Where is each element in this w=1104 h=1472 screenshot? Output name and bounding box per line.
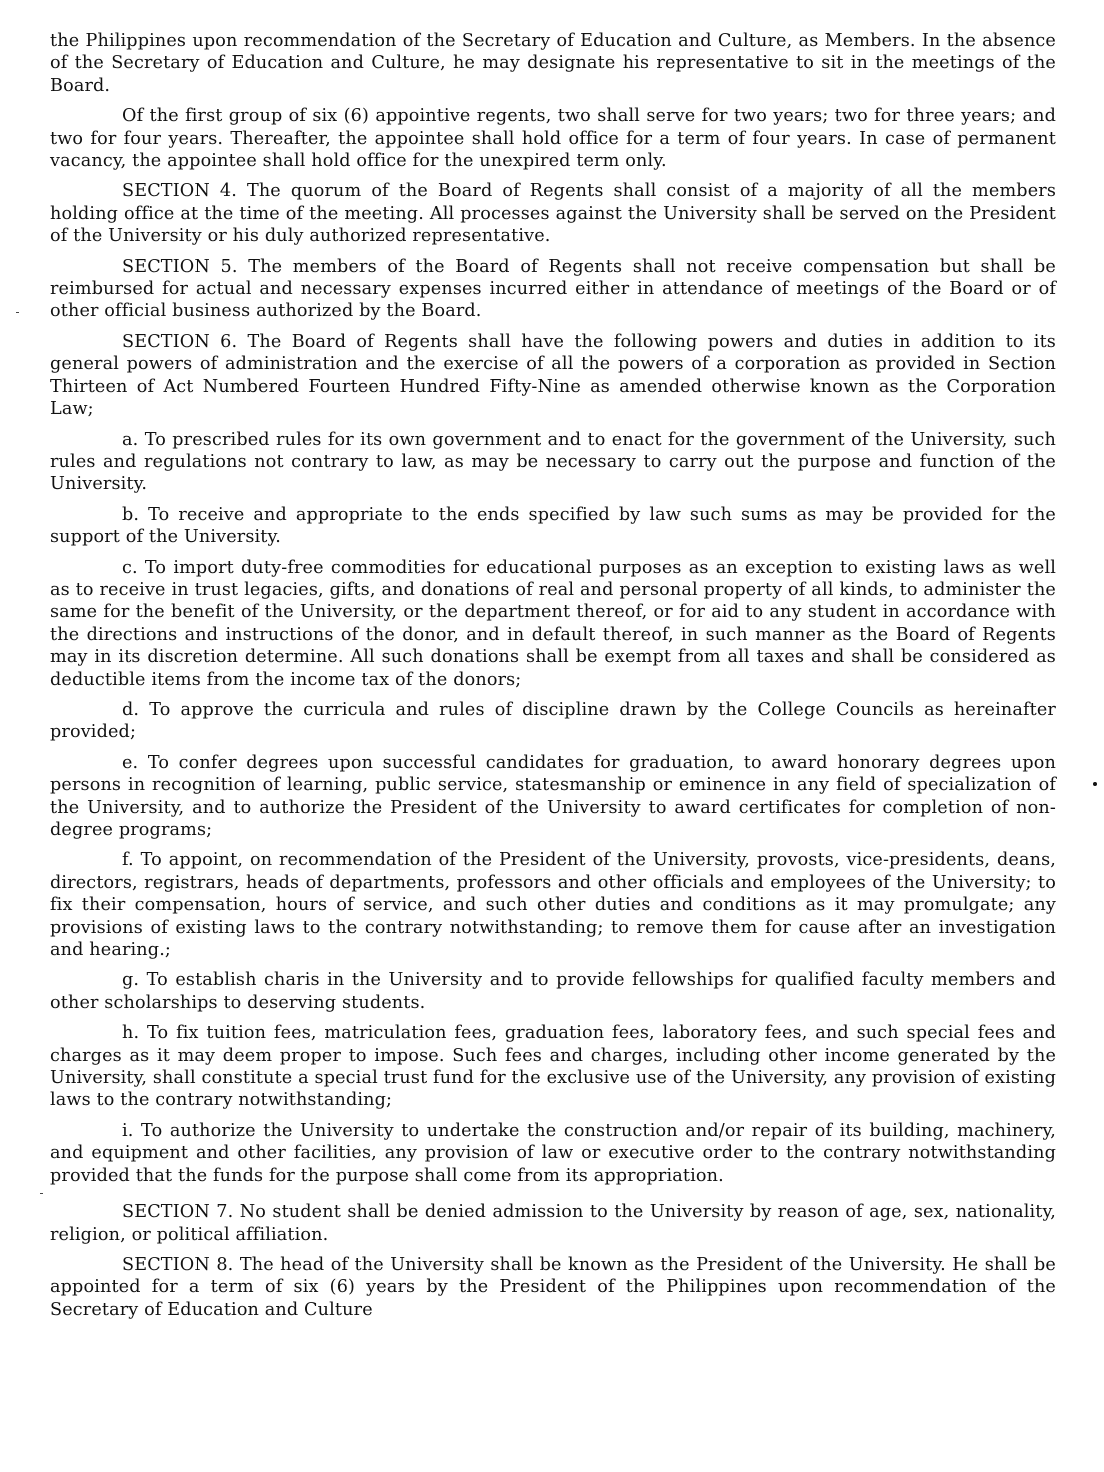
section-7-paragraph: SECTION 7. No student shall be denied admission to the University by reason of age, sex, nationality, religion, or political affiliation. (50, 1202, 1056, 1245)
margin-tick-mark (40, 1193, 43, 1194)
section-6-paragraph: SECTION 6. The Board of Regents shall have the following powers and duties in addition to its general powers of administration and the exercise of all the powers of a corporation as provided in Section Thirteen of Act Numbered Fourteen Hundred Fifty-Nine as amended otherwise known as the Corporation Law; (50, 331, 1056, 420)
margin-tick-mark (16, 312, 19, 313)
section-8-paragraph: SECTION 8. The head of the University shall be known as the President of the University. He shall be appointed for a term of six (6) years by the President of the Philippines upon recommendation of the Secretary of Education and Culture (50, 1254, 1056, 1320)
list-item-d: d. To approve the curricula and rules of discipline drawn by the College Councils as hereinafter provided; (50, 699, 1056, 743)
margin-dot-mark (1093, 782, 1097, 786)
paragraph-intro-continuation: the Philippines upon recommendation of the Secretary of Education and Culture, as Members. In the absence of the Secretary of Education and Culture, he may designate his representative to sit in the meetings of the Board. (50, 31, 1056, 96)
list-item-h: h. To fix tuition fees, matriculation fees, graduation fees, laboratory fees, and such special fees and charges as it may deem proper to impose. Such fees and charges, including other income generated by the University, shall constitute a special trust fund for the exclusive use of the University, any provision of existing laws to the contrary notwithstanding; (50, 1023, 1056, 1111)
paragraph-appointive-regents: Of the first group of six (6) appointive regents, two shall serve for two years; two for three years; and two for four years. Thereafter, the appointee shall hold office for a term of four years. In case of permanent vacancy, the appointee shall hold office for the unexpired term only. (50, 106, 1056, 172)
list-item-c: c. To import duty-free commodities for educational purposes as an exception to existing laws as well as to receive in trust legacies, gifts, and donations of real and personal property of all kinds, to administer the same for the benefit of the University, or the department thereof, or for aid to any student in accordance with the directions and instructions of the donor, and in default thereof, in such manner as the Board of Regents may in its discretion determine. All such donations shall be exempt from all taxes and shall be considered as deductible items from the income tax of the donors; (50, 557, 1056, 690)
list-item-e: e. To confer degrees upon successful candidates for graduation, to award honorary degrees upon persons in recognition of learning, public service, statesmanship or eminence in any field of specialization of the University, and to authorize the President of the University to award certificates for completion of non-degree programs; (50, 752, 1056, 840)
document-page (50, 30, 1056, 1329)
section-5-paragraph: SECTION 5. The members of the Board of Regents shall not receive compensation but shall be reimbursed for actual and necessary expenses incurred either in attendance of meetings of the Board or of other official business authorized by the Board. (50, 256, 1056, 322)
section-4-paragraph: SECTION 4. The quorum of the Board of Regents shall consist of a majority of all the members holding office at the time of the meeting. All processes against the University shall be served on the President of the University or his duly authorized representative. (50, 181, 1056, 247)
list-item-i: i. To authorize the University to undertake the construction and/or repair of its building, machinery, and equipment and other facilities, any provision of law or executive order to the contrary notwithstanding provided that the funds for the purpose shall come from its appropriation. (50, 1120, 1056, 1186)
list-item-a: a. To prescribed rules for its own government and to enact for the government of the University, such rules and regulations not contrary to law, as may be necessary to carry out the purpose and function of the University. (50, 429, 1056, 495)
list-item-b: b. To receive and appropriate to the ends specified by law such sums as may be provided for the support of the University. (50, 504, 1056, 548)
list-item-f: f. To appoint, on recommendation of the President of the University, provosts, vice-presidents, deans, directors, registrars, heads of departments, professors and other officials and employees of the University; to fix their compensation, hours of service, and such other duties and conditions as it may promulgate; any provisions of existing laws to the contrary notwithstanding; to remove them for cause after an investigation and hearing.; (50, 850, 1056, 961)
list-item-g: g. To establish charis in the University and to provide fellowships for qualified faculty members and other scholarships to deserving students. (50, 970, 1056, 1013)
